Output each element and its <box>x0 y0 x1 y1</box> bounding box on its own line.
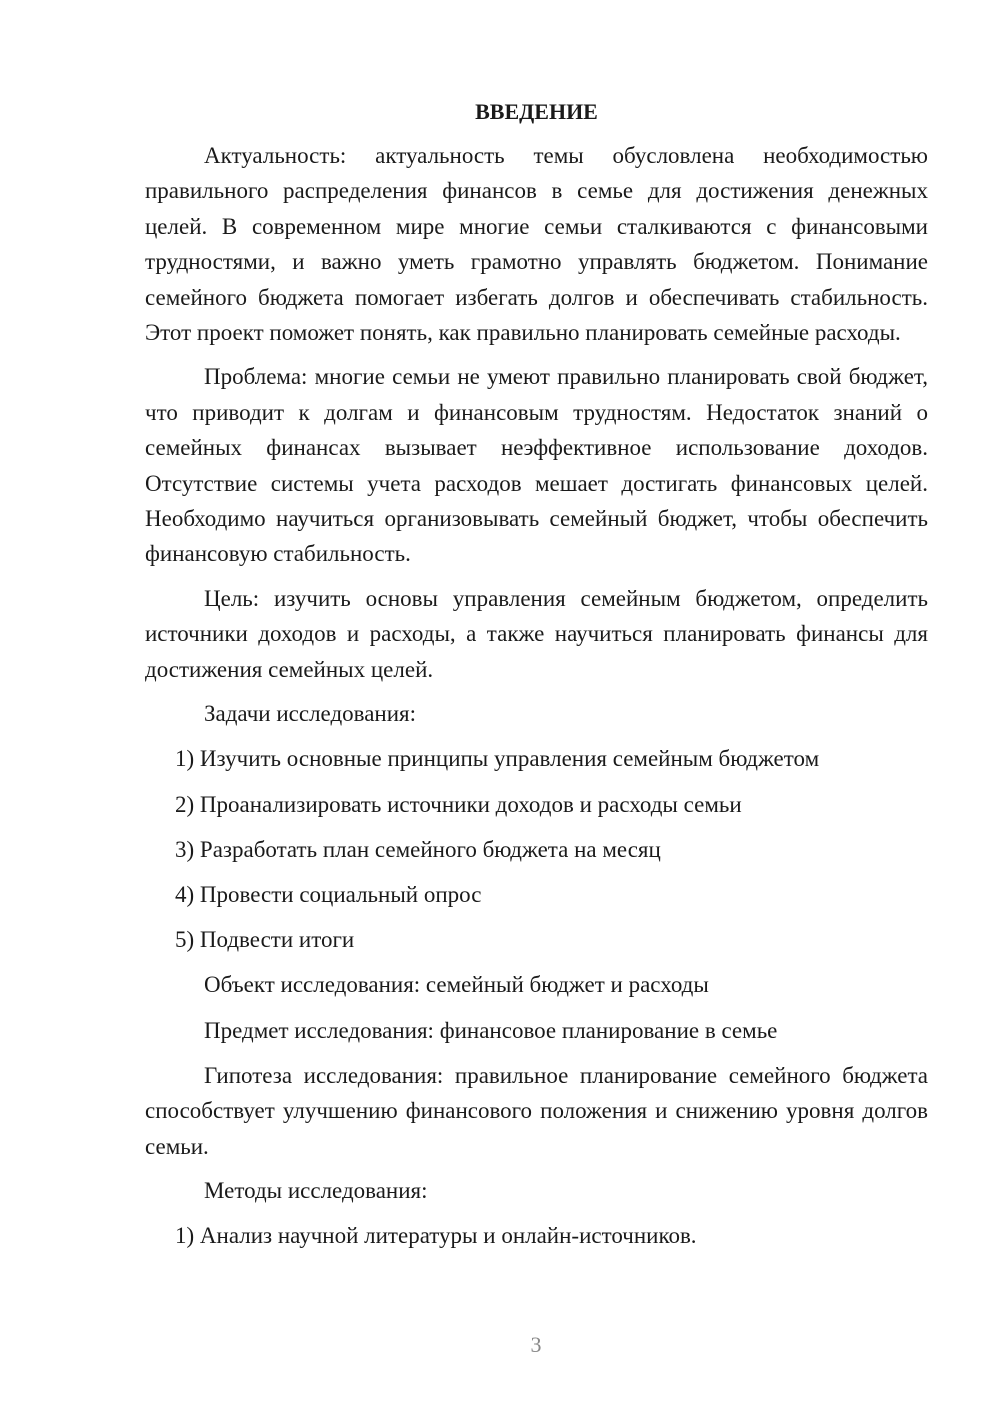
research-subject: Предмет исследования: финансовое планирование в семье <box>204 1017 778 1043</box>
task-item-1: 1) Изучить основные принципы управления семейным бюджетом <box>175 746 820 772</box>
task-item-5: 5) Подвести итоги <box>175 927 355 953</box>
paragraph-goal: Цель: изучить основы управления семейным бюджетом, определить источники доходов и расходы, а также научиться планировать финансы для достижения семейных целей. <box>145 585 928 682</box>
method-item-1: 1) Анализ научной литературы и онлайн-источников. <box>175 1223 697 1249</box>
page-number: 3 <box>530 1332 542 1357</box>
page-title: ВВЕДЕНИЕ <box>475 99 598 124</box>
tasks-heading: Задачи исследования: <box>204 701 417 727</box>
task-item-4: 4) Провести социальный опрос <box>175 881 482 907</box>
task-item-3: 3) Разработать план семейного бюджета на месяц <box>175 836 661 862</box>
methods-heading: Методы исследования: <box>204 1177 428 1203</box>
paragraph-problem: Проблема: многие семьи не умеют правильно планировать свой бюджет, что приводит к долгам и финансовым трудностям. Недостаток знаний о семейных финансах вызывает неэффективное использование доходов. Отсутствие системы учета расходов мешает достигать финансовых целей. Необходимо научиться организовывать семейный бюджет, чтобы обеспечить финансовую стабильность. <box>145 364 928 567</box>
task-item-2: 2) Проанализировать источники доходов и расходы семьи <box>175 791 742 817</box>
page-content <box>145 92 928 1263</box>
research-object: Объект исследования: семейный бюджет и расходы <box>204 972 709 998</box>
paragraph-hypothesis: Гипотеза исследования: правильное планирование семейного бюджета способствует улучшению финансового положения и снижению уровня долгов семьи. <box>145 1062 928 1159</box>
paragraph-relevance: Актуальность: актуальность темы обусловлена необходимостью правильного распределения финансов в семье для достижения денежных целей. В современном мире многие семьи сталкиваются с финансовыми трудностями, и важно уметь грамотно управлять бюджетом. Понимание семейного бюджета помогает избегать долгов и обеспечивать стабильность. Этот проект поможет понять, как правильно планировать семейные расходы. <box>145 143 928 346</box>
